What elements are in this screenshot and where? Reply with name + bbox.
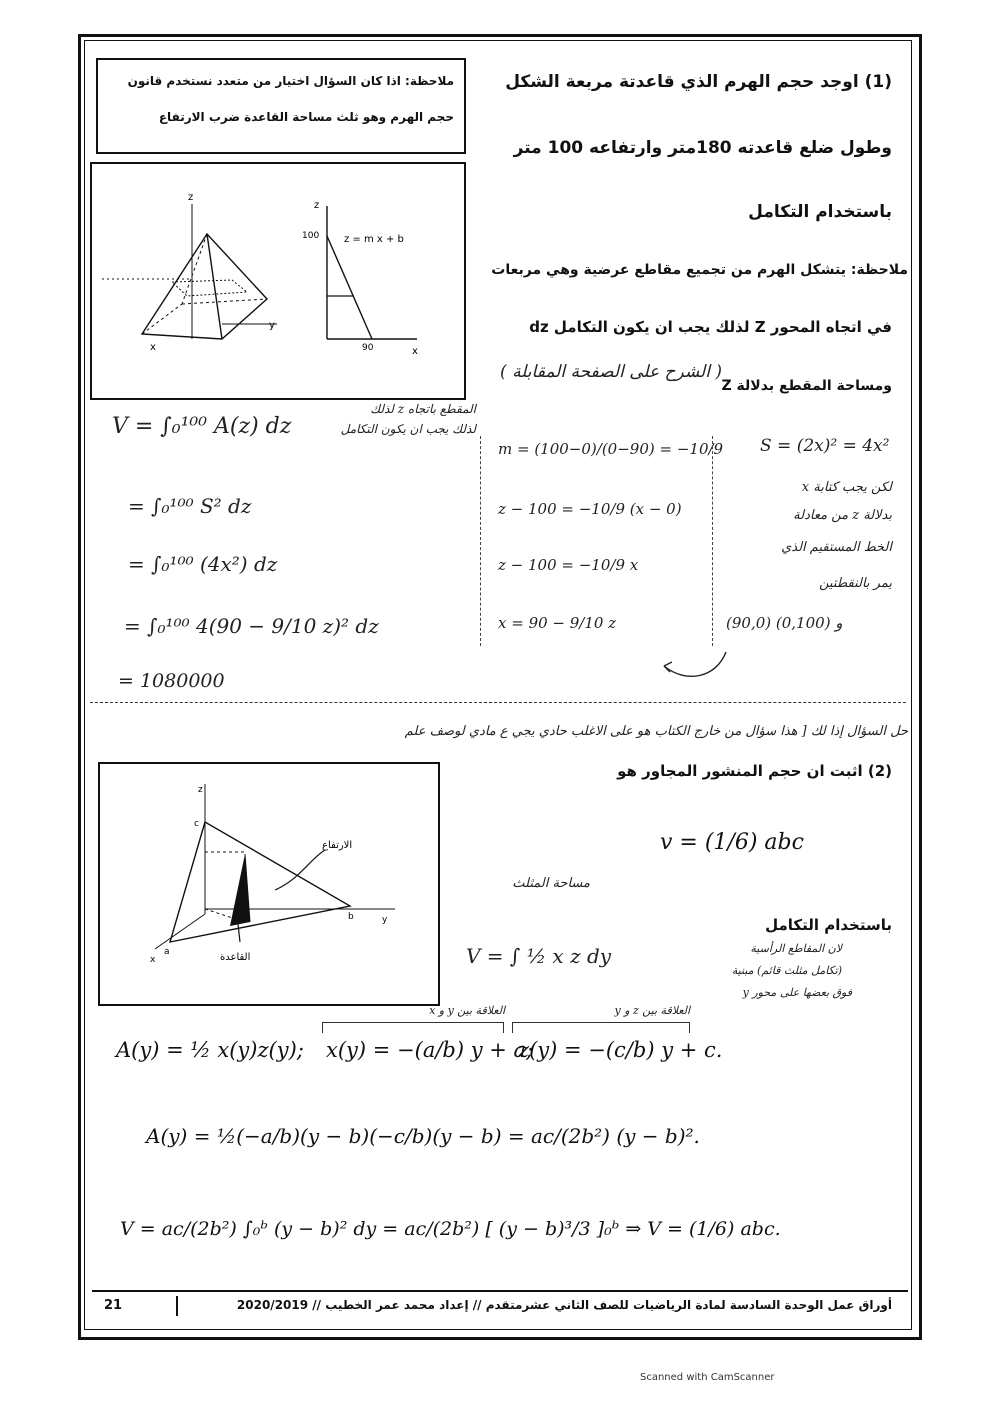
note-line-1: ملاحظة: اذا كان السؤال اختيار من متعدد نستخدم قانون [127,74,454,88]
fig1-tick-90: 90 [362,343,374,353]
brace-1 [322,1022,504,1033]
equation-1a: A(y) = ½ x(y)z(y); [116,1038,304,1062]
tetrahedron-figure [98,762,440,1006]
fig1-line-equation: z = m x + b [344,234,404,245]
right-text-1: لكن يجب كتابة x [801,480,892,495]
page-number: 21 [104,1298,123,1313]
fig2-height-label: الارتفاع [322,840,353,851]
scanner-watermark: Scanned with CamScanner [640,1372,775,1383]
fig2-a-label: a [164,947,170,957]
equation-2: A(y) = ½(−a/b)(y − b)(−c/b)(y − b) = ac/(2b²) (y − b)². [146,1124,700,1148]
left-eq-2: = ∫₀¹⁰⁰ S² dz [128,494,252,518]
brace-label-2: العلاقة بين z و y [614,1004,690,1017]
fig1-x-label: x [412,346,418,357]
q2-line-1: (2) اثبت ان حجم المنشور المجاور هو [617,762,892,780]
equation-1c: z(y) = −(c/b) y + c. [518,1038,723,1062]
q1-line-5: في اتجاه المحور Z لذلك يجب ان يكون التكامل dz [529,318,892,336]
q2-hand-1: لان المقاطع الرأسية [750,942,842,955]
footer-divider [176,1296,178,1316]
right-text-5: (90,0) و (0,100) [726,614,843,632]
q1-line-2: وطول ضلع قاعدته 180متر وارتفاعه 100 متر [513,138,892,158]
fig2-b-label: b [348,912,354,922]
q1-line-3: باستخدام التكامل [748,202,892,222]
q2-handwritten-note: حل السؤال إذا لك [ هذا سؤال من خارج الكتاب هو على الاغلب حادي يجي ع مادي لوصف علم [404,724,908,739]
fig1-y-label: y [269,320,275,331]
mid-eq-1: m = (100−0)/(0−90) = −10/9 [498,440,724,458]
mid-eq-2: z − 100 = −10/9 (x − 0) [498,500,682,518]
footer-text: أوراق عمل الوحدة السادسة لمادة الرياضيات للصف الثاني عشرمتقدم // إعداد محمد عمر الخطيب // 2020/2019 [236,1298,892,1312]
fig1-z-label: z [188,192,194,203]
right-brace [712,436,713,646]
right-text-3: الخط المستقيم الذي [781,540,892,555]
equation-1b: x(y) = −(a/b) y + a; [326,1038,534,1062]
left-note-1: المقطع باتجاه z لذلك [370,402,476,416]
middle-brace [480,436,481,646]
fig2-y-label: y [382,915,388,925]
pyramid-diagram [92,164,464,398]
right-eq-1: S = (2x)² = 4x² [760,436,890,456]
fig2-c-label: c [194,819,199,829]
left-eq-4: = ∫₀¹⁰⁰ 4(90 − 9/10 z)² dz [124,614,379,638]
q2-integral: V = ∫ ½ x z dy [466,944,612,968]
q1-line-4: ملاحظة: يتشكل الهرم من تجميع مقاطع عرضية وهي مربعات [491,262,908,278]
mid-eq-4: x = 90 − 9/10 z [498,614,617,632]
arrow-curve [656,648,736,688]
tetrahedron-diagram [100,764,438,1004]
q1-line-6: ومساحة المقطع بدلالة Z [721,378,892,394]
q2-hand-label: مساحة المثلث [512,876,590,891]
left-eq-5: = 1080000 [118,670,225,692]
q2-formula: v = (1/6) abc [660,830,804,855]
right-text-4: يمر بالنقطتين [819,576,892,591]
fig2-z-label: z [198,785,203,795]
left-eq-1: V = ∫₀¹⁰⁰ A(z) dz [112,414,292,439]
q2-hand-3: فوق بعضها على محور y [742,986,852,999]
mid-eq-3: z − 100 = −10/9 x [498,556,639,574]
pyramid-figure [90,162,466,400]
note-line-2: حجم الهرم وهو ثلث مساحة القاعدة ضرب الارتفاع [158,110,454,124]
q1-line-6-handwritten: ( الشرح على الصفحة المقابلة ) [500,362,722,382]
equation-3: V = ac/(2b²) ∫₀ᵇ (y − b)² dy = ac/(2b²) [ (y − b)³/3 ]₀ᵇ ⇒ V = (1/6) abc. [120,1218,781,1240]
brace-label-1: العلاقة بين y و x [429,1004,505,1017]
fig1-z-label-2: z [314,200,320,211]
fig2-base-label: القاعدة [220,952,251,963]
fig1-x-label-left: x [150,342,156,353]
brace-2 [512,1022,690,1033]
fig1-tick-100: 100 [302,231,320,241]
left-eq-3: = ∫₀¹⁰⁰ (4x²) dz [128,552,278,576]
right-text-2: بدلالة z من معادلة [793,508,892,523]
note-box [96,58,466,154]
q2-hand-2: (تكامل مثلث قائم) مبنية [731,964,842,977]
fig2-x-label: x [150,955,156,965]
q1-line-1: (1) اوجد حجم الهرم الذي قاعدتة مربعة الشكل [505,72,892,92]
q2-line-2: باستخدام التكامل [765,916,892,934]
separator-1 [90,702,906,703]
footer-line [92,1290,908,1292]
left-note-2: لذلك يجب ان يكون التكامل [340,422,476,436]
